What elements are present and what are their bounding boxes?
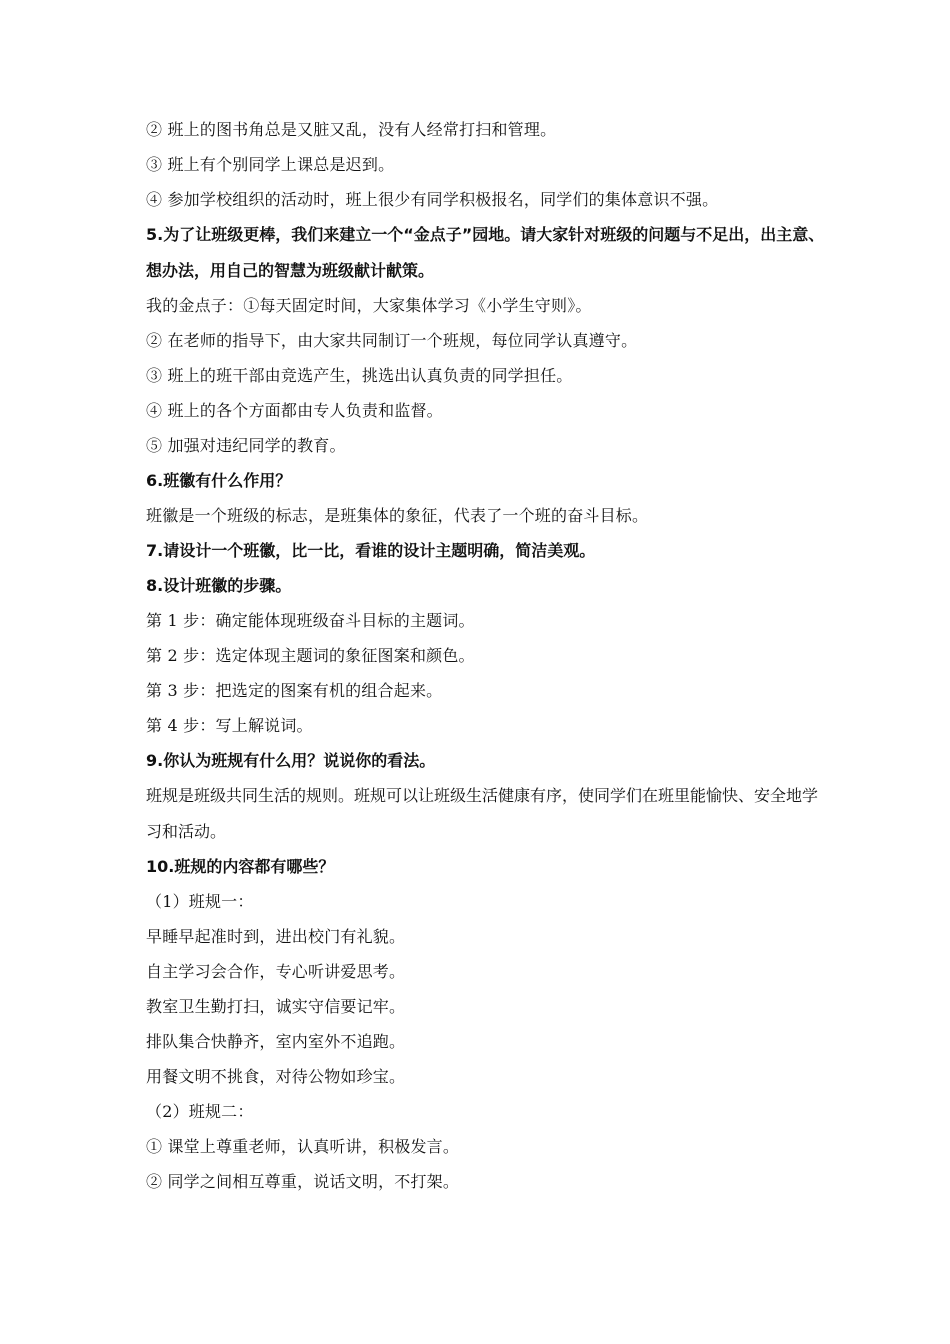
question-heading-5: 5.为了让班级更棒，我们来建立一个“金点子”园地。请大家针对班级的问题与不足出，出主意、想办法，用自己的智慧为班级献计献策。 (146, 225, 825, 280)
document-body (146, 120, 826, 1207)
list-item: ⑤ 加强对违纪同学的教育。 (146, 436, 346, 455)
list-item: ② 班上的图书角总是又脏又乱，没有人经常打扫和管理。 (146, 120, 557, 139)
step-item: 第 4 步：写上解说词。 (146, 716, 313, 735)
rule-line: 教室卫生勤打扫，诚实守信要记牢。 (146, 997, 406, 1016)
question-heading-8: 8.设计班徽的步骤。 (146, 576, 292, 595)
list-item: ④ 参加学校组织的活动时，班上很少有同学积极报名，同学们的集体意识不强。 (146, 190, 719, 209)
question-heading-10: 10.班规的内容都有哪些？ (146, 857, 335, 876)
rule-line: 自主学习会合作，专心听讲爱思考。 (146, 962, 406, 981)
step-item: 第 3 步：把选定的图案有机的组合起来。 (146, 681, 443, 700)
rule-line: ① 课堂上尊重老师，认真听讲，积极发言。 (146, 1137, 460, 1156)
rule-line: 用餐文明不挑食，对待公物如珍宝。 (146, 1067, 406, 1086)
answer-line: 我的金点子：①每天固定时间，大家集体学习《小学生守则》。 (146, 296, 592, 315)
step-item: 第 2 步：选定体现主题词的象征图案和颜色。 (146, 646, 475, 665)
answer-paragraph: 班规是班级共同生活的规则。班规可以让班级生活健康有序，使同学们在班里能愉快、安全地学习和活动。 (146, 786, 819, 841)
list-item: ③ 班上的班干部由竞选产生，挑选出认真负责的同学担任。 (146, 366, 573, 385)
sub-heading: （1）班规一： (146, 892, 254, 911)
list-item: ② 在老师的指导下，由大家共同制订一个班规，每位同学认真遵守。 (146, 331, 638, 350)
step-item: 第 1 步：确定能体现班级奋斗目标的主题词。 (146, 611, 475, 630)
list-item: ③ 班上有个别同学上课总是迟到。 (146, 155, 395, 174)
answer-line: 班徽是一个班级的标志，是班集体的象征，代表了一个班的奋斗目标。 (146, 506, 649, 525)
rule-line: ② 同学之间相互尊重，说话文明，不打架。 (146, 1172, 460, 1191)
rule-line: 早睡早起准时到，进出校门有礼貌。 (146, 927, 406, 946)
question-heading-6: 6.班徽有什么作用？ (146, 471, 292, 490)
sub-heading: （2）班规二： (146, 1102, 254, 1121)
rule-line: 排队集合快静齐，室内室外不追跑。 (146, 1032, 406, 1051)
question-heading-7: 7.请设计一个班徽，比一比，看谁的设计主题明确，简洁美观。 (146, 541, 596, 560)
list-item: ④ 班上的各个方面都由专人负责和监督。 (146, 401, 443, 420)
question-heading-9: 9.你认为班规有什么用？说说你的看法。 (146, 751, 436, 770)
